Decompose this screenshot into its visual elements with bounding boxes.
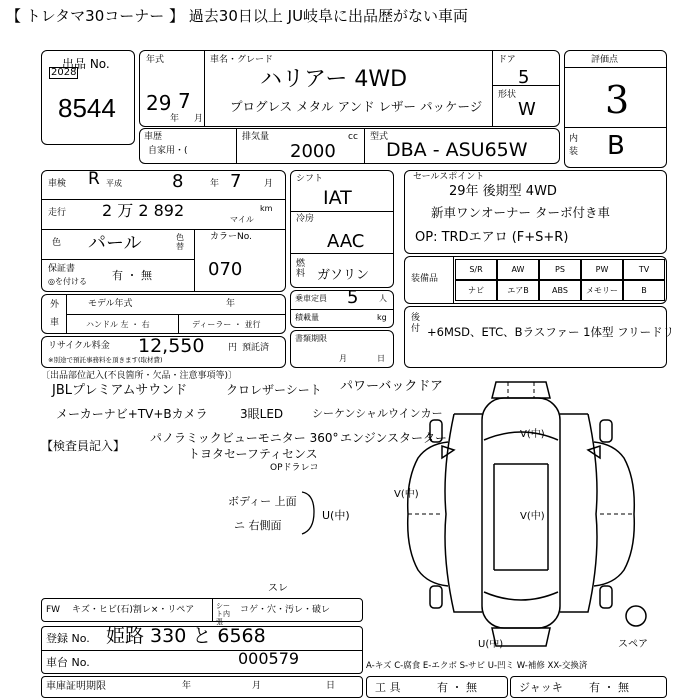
- tools-opts: 有 ・ 無: [437, 681, 477, 694]
- handle-label: ハンドル 左 ・ 右: [86, 320, 150, 329]
- recycle-value: 12,550: [138, 335, 205, 357]
- recycle-box: [41, 336, 286, 368]
- fuel-label: 燃料: [296, 259, 306, 279]
- warranty-opts: 有 ・ 無: [112, 269, 152, 282]
- mileage-value: 2 万 2 892: [102, 201, 185, 220]
- equip-item: エアB: [497, 280, 539, 301]
- shape-value: W: [518, 99, 536, 120]
- equip-item: ABS: [539, 280, 581, 301]
- jack-opts: 有 ・ 無: [589, 681, 629, 694]
- chassis-value: 000579: [238, 649, 300, 668]
- recycle-note: ※別途で預託事務料を頂きます(取材費): [48, 356, 163, 364]
- warranty-sub: ◎を付ける: [48, 277, 87, 286]
- note-line-4: メーカーナビ+TV+Bカメラ: [56, 407, 208, 421]
- equip-item: ナビ: [455, 280, 497, 301]
- equip-item: PS: [539, 259, 581, 280]
- sales-line-2: 新車ワンオーナー ターボ付き車: [431, 205, 610, 220]
- fw-text: キズ・ヒビ(石)割レ×・リペア: [72, 605, 195, 615]
- note-line-1: JBLプレミアムサウンド: [52, 383, 188, 398]
- note-line-3: パワーバックドア: [340, 379, 443, 394]
- sales-box: [404, 170, 667, 254]
- notes-header: 〔出品部位記入(不良箇所・欠品・注意事項等)〕: [41, 371, 238, 381]
- fuel-value: ガソリン: [317, 268, 370, 283]
- seat-label: シート内張: [216, 602, 230, 626]
- score-label: 評価点: [591, 55, 619, 65]
- cooler-label: 冷房: [296, 214, 315, 224]
- capacity-value: 5: [347, 287, 359, 308]
- recycle-deposit: 預託済: [242, 343, 270, 353]
- equip-item: PW: [581, 259, 623, 280]
- lot-year-tag: 2028: [51, 67, 77, 78]
- lot-box: [41, 50, 135, 145]
- year-label: 年式: [146, 55, 165, 65]
- shaken-era: 平成: [106, 179, 122, 188]
- doc-box: [290, 330, 394, 368]
- capacity-box: [290, 287, 394, 328]
- year-value: 29: [146, 91, 172, 115]
- cert-label: 車庫証明期限: [46, 681, 106, 692]
- door-label: ドア: [498, 55, 516, 65]
- import-label-2: 車: [50, 318, 60, 328]
- load-label: 積載量: [295, 313, 319, 322]
- type-label: 型式: [370, 132, 389, 142]
- month-value: 7: [178, 89, 191, 113]
- interior-value: B: [607, 131, 625, 161]
- note-brace: [300, 490, 324, 536]
- equip-item: AW: [497, 259, 539, 280]
- fw-box: [41, 598, 363, 626]
- note-line-7: パノラミックビューモニター 360°: [150, 431, 339, 445]
- doc-day: 日: [377, 354, 385, 363]
- doc-month: 月: [339, 354, 347, 363]
- door-value: 5: [518, 67, 530, 88]
- diagram-label-4: U(中): [478, 639, 504, 650]
- km-unit: km: [260, 204, 273, 213]
- color-value: パール: [88, 233, 142, 254]
- score-box: [564, 50, 667, 168]
- jack-box: [510, 676, 667, 698]
- import-label-1: 外: [50, 300, 60, 310]
- seat-note: スレ: [268, 583, 288, 594]
- color-no-label: カラーNo.: [210, 232, 252, 242]
- interior-label: 内装: [569, 134, 579, 157]
- import-box: [41, 294, 286, 334]
- reg-label: 登録 No.: [46, 632, 90, 645]
- tools-box: [366, 676, 508, 698]
- rear-box: [404, 306, 675, 368]
- shaken-year: 8: [172, 171, 184, 192]
- banner-title: 【 トレタマ30コーナー 】 過去30日以上 JU岐阜に出品歴がない車両: [6, 6, 469, 25]
- disp-value: 2000: [290, 141, 336, 162]
- color-change: 色替: [176, 233, 184, 251]
- load-unit: kg: [377, 313, 387, 322]
- rear-value: +6MSD、ETC、Bラスファー 1体型 フリードリ: [427, 325, 675, 339]
- color-label: 色: [52, 238, 62, 248]
- shift-label: シフト: [296, 174, 324, 184]
- grade-value: プログレス メタル アンド レザー パッケージ: [230, 99, 483, 114]
- note-line-5: 3眼LED: [240, 407, 284, 421]
- diagram-label-3: V(中): [394, 489, 419, 500]
- cert-year: 年: [182, 681, 192, 691]
- row2-box: [139, 128, 560, 164]
- equip-grid: [455, 259, 665, 301]
- disp-label: 排気量: [242, 132, 270, 142]
- recycle-label: リサイクル料金: [48, 341, 110, 351]
- shape-label: 形状: [498, 90, 517, 100]
- shaken-label: 車検: [48, 179, 67, 189]
- body-note-3: U(中): [322, 509, 350, 522]
- note-line-6: シーケンシャルウインカー: [312, 407, 443, 420]
- body-note-1: ボディー 上面: [228, 495, 297, 508]
- type-value: DBA - ASU65W: [386, 139, 528, 161]
- seat-text: コゲ・穴・汚レ・破レ: [240, 605, 331, 615]
- diagram-label-2: V(中): [520, 511, 545, 522]
- name-label: 車名・グレード: [210, 55, 274, 65]
- cert-day: 日: [326, 681, 336, 691]
- shaken-r: R: [88, 169, 100, 189]
- note-line-9: トヨタセーフティセンス: [188, 447, 318, 461]
- equip-box: [404, 256, 667, 304]
- dealer-label: ディーラー ・ 並行: [192, 320, 261, 329]
- damage-legend: A-キズ C-腐食 E-エクボ S-サビ U-凹ミ W-補修 XX-交換済: [366, 661, 588, 671]
- warranty-label: 保証書: [48, 264, 76, 274]
- lot-number: 8544: [58, 93, 116, 123]
- equip-item: B: [623, 280, 665, 301]
- jack-label: ジャッキ: [519, 681, 563, 694]
- doc-label: 書類期限: [295, 334, 327, 343]
- note-line-2: クロレザーシート: [226, 383, 322, 397]
- car-name-value: ハリアー 4WD: [260, 67, 408, 92]
- cc-label: cc: [348, 132, 358, 142]
- equip-item: TV: [623, 259, 665, 280]
- use-label: 車歴: [144, 132, 163, 142]
- model-year-label: モデル年式: [88, 299, 133, 309]
- cert-month: 月: [252, 681, 262, 691]
- equip-item: S/R: [455, 259, 497, 280]
- rear-label: 後付: [411, 313, 421, 334]
- cooler-value: AAC: [327, 231, 365, 252]
- shaken-year-unit: 年: [210, 179, 220, 189]
- capacity-label: 乗車定員: [295, 294, 327, 303]
- mile-unit: マイル: [230, 215, 254, 224]
- mid-box: [290, 170, 394, 288]
- chassis-label: 車台 No.: [46, 656, 90, 669]
- reg-value: 姫路 330 と 6568: [106, 625, 266, 647]
- shaken-month: 7: [230, 171, 242, 192]
- recycle-unit: 円: [228, 343, 238, 353]
- body-note-2: ニ 右側面: [234, 519, 282, 532]
- note-line-10: OPドラレコ: [270, 463, 319, 473]
- header-box: [139, 50, 560, 127]
- use-text: 自家用・(: [148, 146, 188, 156]
- capacity-unit: 人: [379, 294, 387, 303]
- sales-line-1: 29年 後期型 4WD: [449, 184, 557, 199]
- score-value: 3: [605, 78, 630, 122]
- fw-label: FW: [46, 605, 61, 615]
- cert-box: [41, 676, 363, 698]
- left-box-1: [41, 170, 286, 292]
- shift-value: IAT: [323, 187, 352, 209]
- lot-label: 出品 No.: [62, 57, 110, 71]
- inspector-label: 【検査員記入】: [41, 439, 126, 453]
- model-year-unit: 年: [226, 299, 236, 309]
- tools-label: 工 具: [375, 681, 401, 694]
- equip-label: 装備品: [411, 274, 439, 284]
- note-line-8: エンジンスターター: [340, 431, 448, 445]
- month-unit: 月: [194, 114, 204, 124]
- color-no-value: 070: [208, 259, 243, 280]
- year-unit: 年: [170, 114, 180, 124]
- reg-box: [41, 626, 363, 674]
- equip-item: メモリー: [581, 280, 623, 301]
- spare-label: スペア: [618, 639, 648, 650]
- diagram-label-1: V(中): [520, 429, 545, 440]
- mileage-label: 走行: [48, 208, 67, 218]
- sales-line-3: OP: TRDエアロ (F+S+R): [415, 230, 569, 245]
- sales-label: セールスポイント: [413, 172, 485, 182]
- shaken-month-unit: 月: [264, 179, 274, 189]
